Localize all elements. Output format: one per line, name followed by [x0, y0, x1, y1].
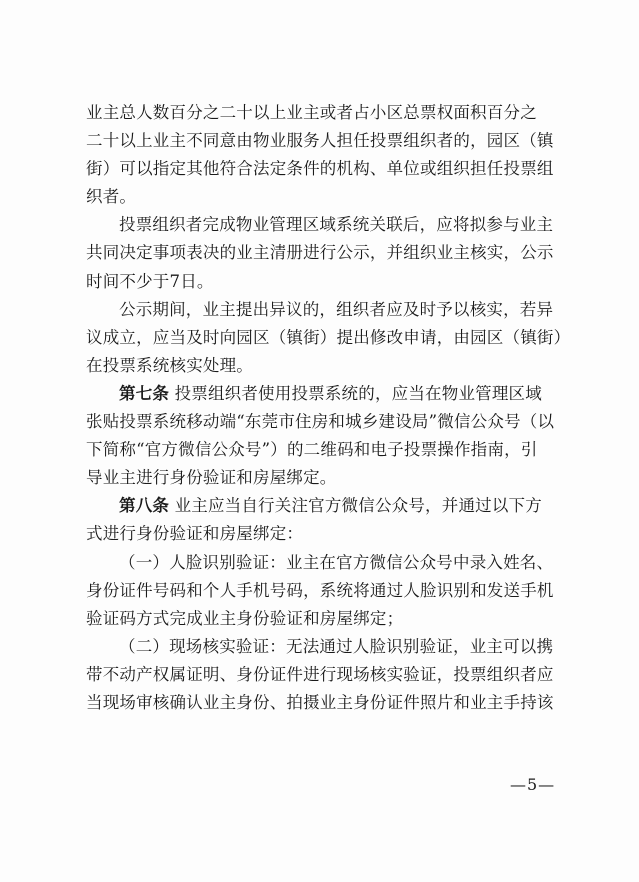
- article-7-heading: 第七条: [119, 383, 170, 403]
- text-line-22: 当现场审核确认业主身份、拍摄业主身份证件照片和业主手持该: [86, 692, 554, 712]
- text-line-3: 街）可以指定其他符合法定条件的机构、单位或组织担任投票组: [86, 159, 554, 179]
- text-line-14: 导业主进行身份验证和房屋绑定。: [86, 468, 337, 488]
- article-8-line: [86, 492, 566, 520]
- text-line-10: 在投票系统核实处理。: [86, 355, 253, 375]
- text-line-12: 张贴投票系统移动端“东莞市住房和城乡建设局”微信公众号（以: [86, 412, 555, 432]
- text-line-7: 时间不少于7日。: [86, 271, 214, 291]
- article-7-text: 投票组织者使用投票系统的，应当在物业管理区域: [174, 383, 542, 403]
- text-line-6: 共同决定事项表决的业主清册进行公示，并组织业主核实，公示: [86, 243, 554, 263]
- text-line-17: （一）人脸识别验证：业主在官方微信公众号中录入姓名、: [119, 552, 554, 572]
- text-line-13: 下简称“官方微信公众号”）的二维码和电子投票操作指南，引: [86, 440, 538, 460]
- article-8-text: 业主应当自行关注官方微信公众号，并通过以下方: [174, 496, 542, 516]
- text-line-8: 公示期间，业主提出异议的，组织者应及时予以核实，若异: [119, 299, 554, 319]
- article-8-heading: 第八条: [119, 496, 170, 516]
- text-line-21: 带不动产权属证明、身份证件进行现场核实验证，投票组织者应: [86, 664, 554, 684]
- text-line-18: 身份证件号码和个人手机号码，系统将通过人脸识别和发送手机: [86, 580, 554, 600]
- text-line-19: 验证码方式完成业主身份验证和房屋绑定；: [86, 608, 404, 628]
- text-line-5: 投票组织者完成物业管理区域系统关联后，应将拟参与业主: [119, 215, 554, 235]
- text-line-16: 式进行身份验证和房屋绑定：: [86, 524, 304, 544]
- text-line-2: 二十以上业主不同意由物业服务人担任投票组织者的，园区（镇: [86, 131, 554, 151]
- article-7-line: [86, 380, 566, 408]
- text-line-1: 业主总人数百分之二十以上业主或者占小区总票权面积百分之: [86, 103, 537, 122]
- document-body: [86, 99, 571, 717]
- text-line-20: （二）现场核实验证：无法通过人脸识别验证，业主可以携: [119, 636, 554, 656]
- page-number: —5—: [510, 775, 556, 794]
- text-line-4: 织者。: [86, 187, 137, 207]
- text-line-9: 议成立，应当及时向园区（镇街）提出修改申请，由园区（镇街）: [86, 327, 571, 347]
